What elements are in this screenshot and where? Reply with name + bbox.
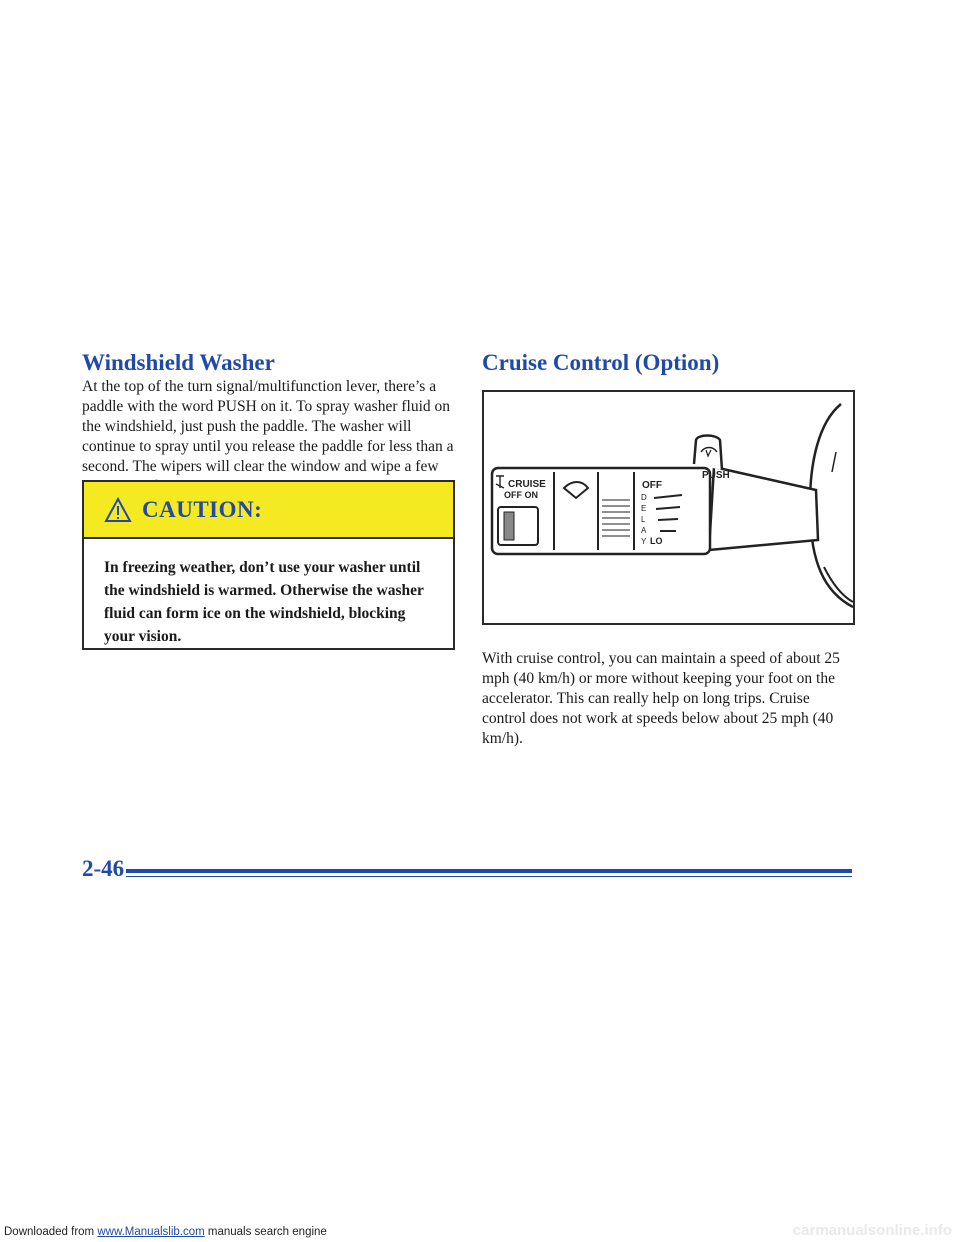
push-label: PUSH: [702, 470, 730, 481]
manualslib-link[interactable]: www.Manualslib.com: [97, 1226, 205, 1238]
caution-text: In freezing weather, don’t use your washer until the windshield is warmed. Otherwise the washer fluid can form ice on the windshield, blocking your vision.: [104, 559, 424, 645]
off-label: OFF: [642, 480, 662, 491]
column-detail-line: [832, 452, 836, 472]
footer-suffix: manuals search engine: [204, 1226, 327, 1238]
lever-drawing: [484, 392, 853, 623]
lo-label: LO: [650, 536, 663, 546]
warning-triangle-icon: [104, 497, 132, 523]
section-title-windshield-washer: Windshield Washer: [82, 350, 275, 375]
page-rule-thin: [126, 876, 852, 877]
download-footer: [4, 1226, 327, 1238]
washer-paddle: [694, 436, 722, 471]
page-rule: [126, 869, 852, 873]
multifunction-lever-illustration: [482, 390, 855, 625]
delay-letter-a: A: [641, 526, 647, 535]
delay-letter-e: E: [641, 504, 647, 513]
cruise-control-body: With cruise control, you can maintain a speed of about 25 mph (40 km/h) or more without keeping your foot on the accelerator. This can really help on long trips. Cruise control does not work at speeds below about 25 mph (40 km/h).: [482, 650, 840, 747]
cruise-switch-knob: [504, 512, 514, 540]
cruise-label: CRUISE: [508, 479, 546, 490]
footer-prefix: Downloaded from: [4, 1226, 98, 1238]
caution-header: [84, 482, 453, 539]
caution-label: CAUTION:: [142, 496, 263, 522]
caution-box: [82, 480, 455, 650]
delay-letter-l: L: [641, 515, 646, 524]
delay-letter-d: D: [641, 493, 647, 502]
section-title-cruise-control: Cruise Control (Option): [482, 350, 720, 375]
page-number: 2-46: [82, 856, 125, 881]
windshield-washer-body: At the top of the turn signal/multifunction lever, there’s a paddle with the word PUSH on it. To spray washer fluid on the windshield, just push the paddle. The washer will continue to spray until you release the paddle for less than a second. The wipers will clear the window and wipe a few: [82, 378, 454, 475]
off-on-label: OFF ON: [504, 490, 538, 500]
delay-letter-y: Y: [641, 537, 647, 546]
watermark: carmanualsonline.info: [792, 1222, 952, 1239]
